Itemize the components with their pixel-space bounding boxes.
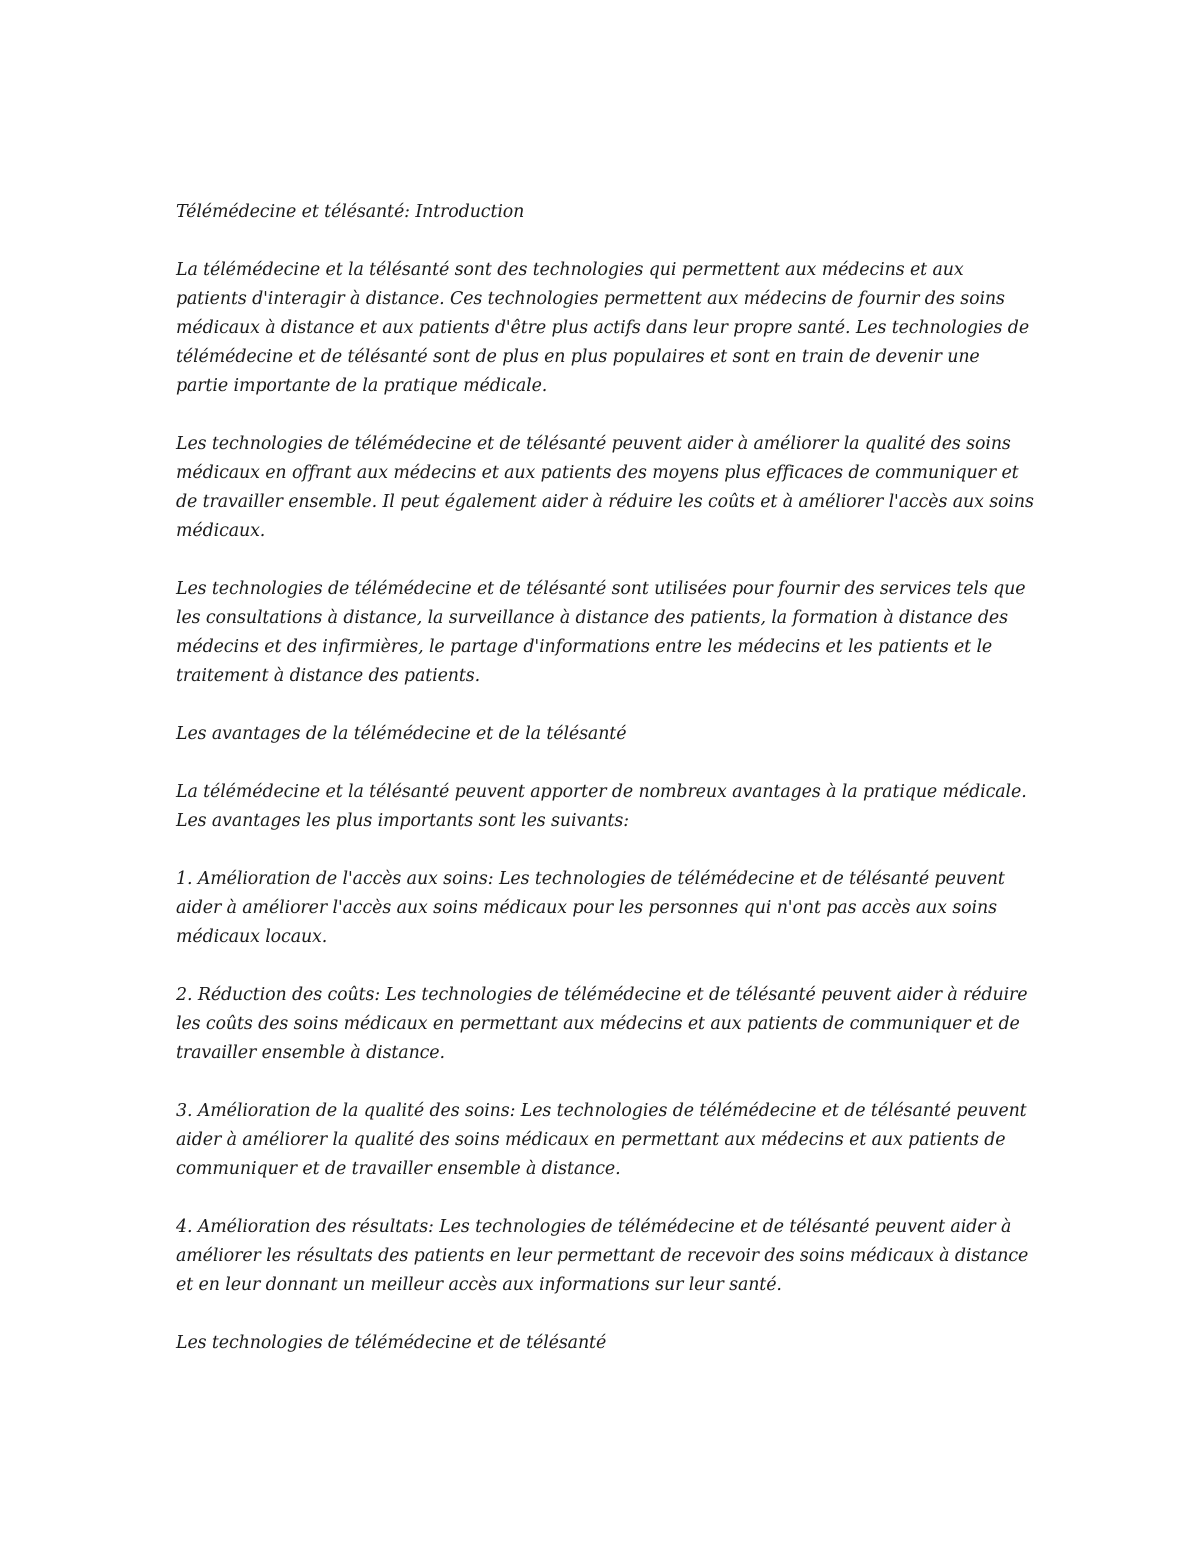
- list-item-couts: 2. Réduction des coûts: Les technologies de télémédecine et de télésanté peuvent aider à réduire les coûts des soins médicaux en permettant aux médecins et aux patients de communiquer et de travailler ensemble à distance.: [176, 985, 1028, 1063]
- list-item-qualite: 3. Amélioration de la qualité des soins: Les technologies de télémédecine et de télésanté peuvent aider à améliorer la qualité des soins médicaux en permettant aux médecins et aux patients de communiquer et de travailler ensemble à distance.: [176, 1101, 1027, 1179]
- list-item-acces: 1. Amélioration de l'accès aux soins: Les technologies de télémédecine et de télésanté peuvent aider à améliorer l'accès aux soins médicaux pour les personnes qui n'ont pas accès aux soins médicaux locaux.: [176, 869, 1005, 947]
- section-heading-technologies: Les technologies de télémédecine et de télésanté: [176, 1333, 607, 1353]
- list-item-resultats: 4. Amélioration des résultats: Les technologies de télémédecine et de télésanté peuvent aider à améliorer les résultats des patients en leur permettant de recevoir des soins médicaux à distance et en leur donnant un meilleur accès aux informations sur leur santé.: [176, 1217, 1029, 1295]
- paragraph-intro-3: Les technologies de télémédecine et de télésanté sont utilisées pour fournir des services tels que les consultations à distance, la surveillance à distance des patients, la formation à distance des médecins et des infirmières, le partage d'informations entre les médecins et les patients et le traitement à distance des patients.: [176, 579, 1026, 686]
- paragraph-avantages-intro: La télémédecine et la télésanté peuvent apporter de nombreux avantages à la pratique médicale. Les avantages les plus importants sont les suivants:: [176, 782, 1027, 831]
- section-heading-avantages: Les avantages de la télémédecine et de la télésanté: [176, 724, 627, 744]
- paragraph-intro-1: La télémédecine et la télésanté sont des technologies qui permettent aux médecins et aux patients d'interagir à distance. Ces technologies permettent aux médecins de fournir des soins médicaux à distance et aux patients d'être plus actifs dans leur propre santé. Les technologies de télémédecine et de télésanté sont de plus en plus populaires et sont en train de devenir une partie importante de la pratique médicale.: [176, 260, 1030, 396]
- paragraph-intro-2: Les technologies de télémédecine et de télésanté peuvent aider à améliorer la qualité des soins médicaux en offrant aux médecins et aux patients des moyens plus efficaces de communiquer et de travailler ensemble. Il peut également aider à réduire les coûts et à améliorer l'accès aux soins médicaux.: [176, 434, 1034, 541]
- document-title: Télémédecine et télésanté: Introduction: [176, 202, 525, 222]
- document-body: [176, 198, 1036, 1387]
